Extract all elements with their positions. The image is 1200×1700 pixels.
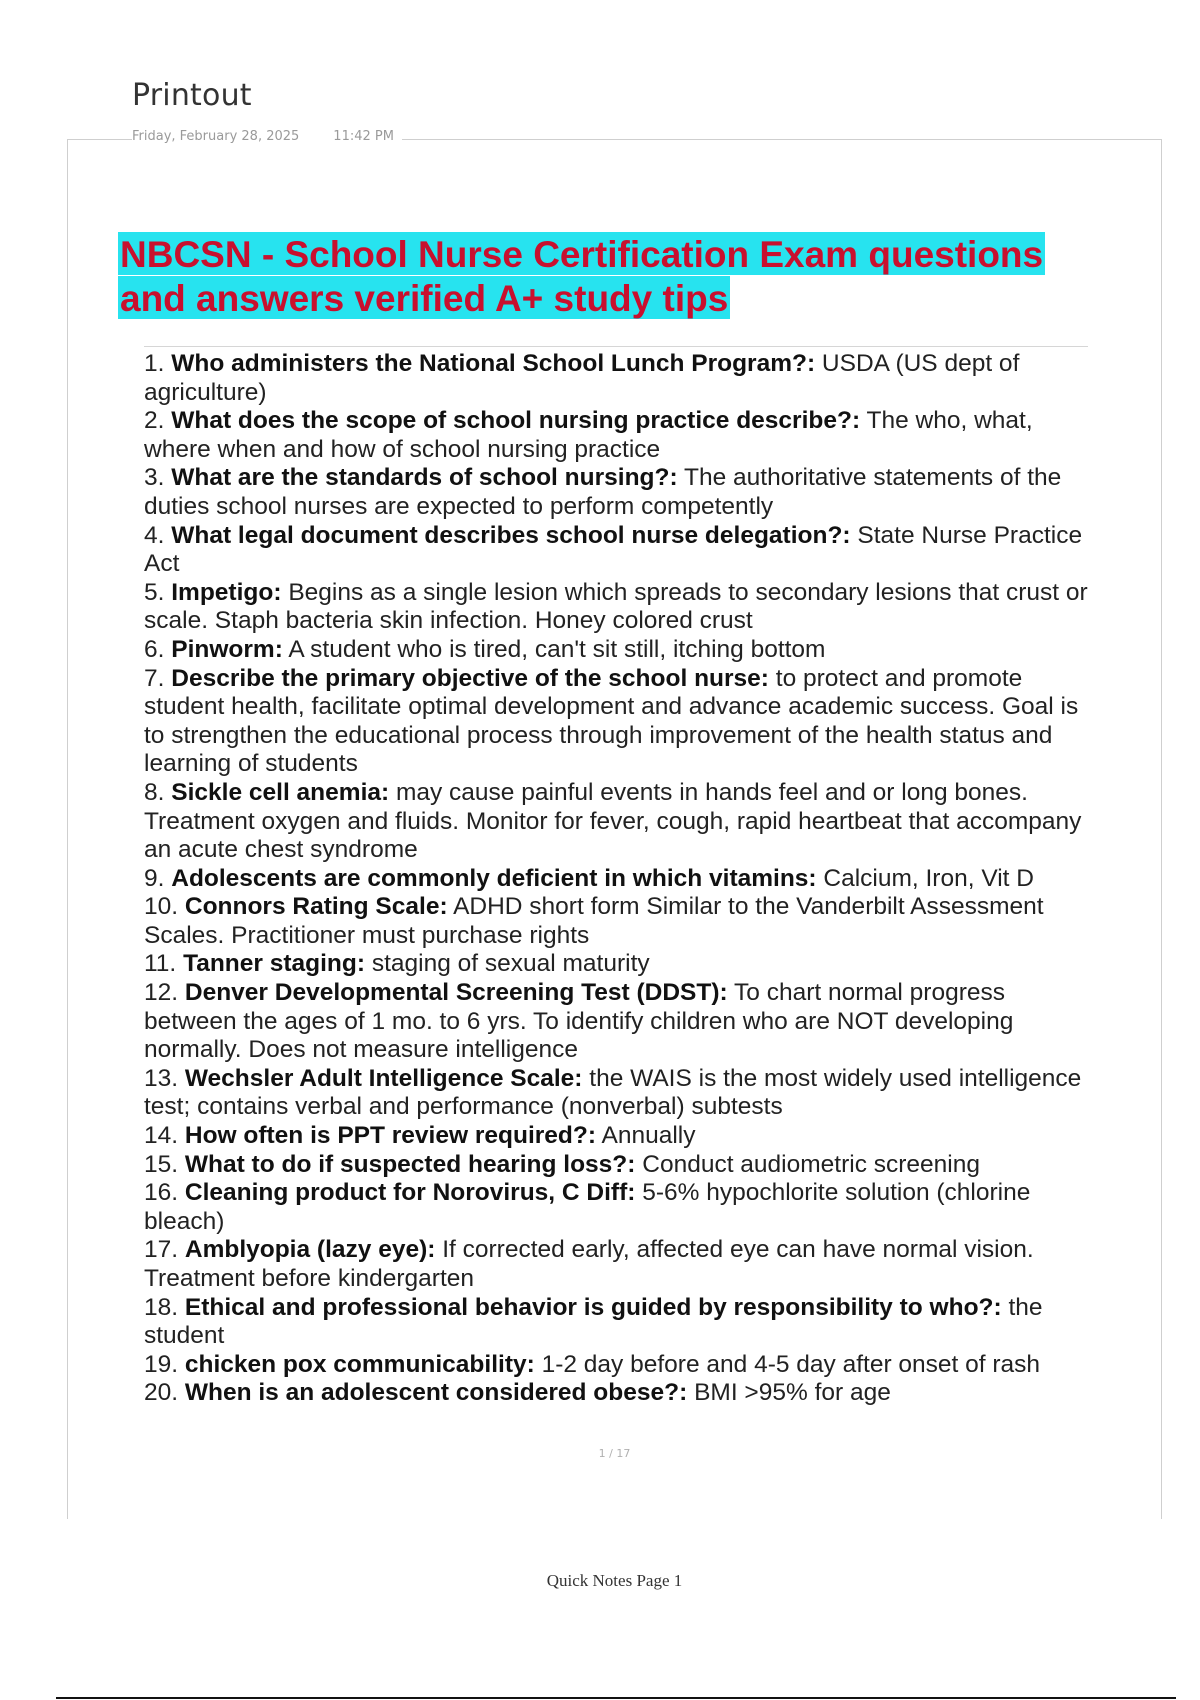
item-question: Pinworm: [171,635,283,663]
item-question: What legal document describes school nurse delegation?: [171,521,851,549]
item-answer: To chart normal progress between the ages of 1 mo. to 6 yrs. To identify children who are NOT developing normally. Does not measure intelligence [144,979,1014,1064]
item-answer: may cause painful events in hands feel and or long bones. Treatment oxygen and fluids. Monitor for fever, cough, rapid heartbeat that accompany an acute chest syndrome [144,778,1082,864]
item-answer: Conduct audiometric screening [642,1150,980,1178]
item-question: Who administers the National School Lunch Program?: [171,350,816,377]
item-answer: BMI >95% for age [694,1379,891,1407]
list-item [144,779,1092,865]
item-number: 4. [144,521,165,549]
document-title [118,233,1098,321]
item-question: Denver Developmental Screening Test (DDST): [184,979,728,1007]
item-question: What are the standards of school nursing?: [171,464,678,492]
header-date: Friday, February 28, 2025 [132,129,300,144]
item-answer: to protect and promote student health, facilitate optimal development and advance academic success. Goal is to strengthen the educational process through improvement of the health status and learning of students [144,664,1079,778]
list-item [144,1379,1092,1408]
item-number: 7. [144,664,165,692]
item-number: 17. [144,1236,179,1264]
question-list [144,350,1092,1408]
item-number: 5. [144,578,165,606]
item-question: Sickle cell anemia: [171,778,390,806]
item-question: Tanner staging: [183,950,366,978]
item-question: Wechsler Adult Intelligence Scale: [184,1064,583,1092]
item-number: 15. [144,1150,179,1178]
item-answer: staging of sexual maturity [371,950,650,978]
item-question: When is an adolescent considered obese?: [184,1379,688,1407]
header-time: 11:42 PM [333,129,394,144]
list-item [144,407,1092,464]
item-answer: A student who is tired, can't sit still, itching bottom [288,635,826,663]
item-answer: Calcium, Iron, Vit D [823,864,1034,892]
list-item [144,1294,1092,1351]
item-number: 11. [144,950,177,978]
item-number: 20. [144,1379,179,1407]
item-question: chicken pox communicability: [184,1350,535,1378]
item-answer: If corrected early, affected eye can have normal vision. Treatment before kindergarten [144,1236,1034,1292]
item-number: 19. [144,1350,179,1378]
item-question: How often is PPT review required?: [184,1122,597,1150]
list-item [144,665,1092,779]
item-answer: USDA (US dept of agriculture) [144,350,1020,406]
item-question: Cleaning product for Norovirus, C Diff: [184,1179,636,1207]
item-question: Ethical and professional behavior is guided by responsibility to who?: [184,1293,1002,1321]
list-item [144,350,1092,407]
list-item [144,1122,1092,1151]
item-number: 12. [144,979,179,1007]
item-number: 6. [144,635,165,663]
list-item [144,979,1092,1065]
item-answer: The who, what, where when and how of school nursing practice [144,407,1033,463]
item-number: 13. [144,1064,179,1092]
item-answer: 5-6% hypochlorite solution (chlorine bleach) [144,1179,1031,1235]
item-question: Connors Rating Scale: [184,893,448,921]
item-answer: ADHD short form Similar to the Vanderbilt Assessment Scales. Practitioner must purchase rights [144,893,1044,949]
item-answer: 1-2 day before and 4-5 day after onset of rash [541,1350,1041,1378]
list-item [144,1179,1092,1236]
item-answer: State Nurse Practice Act [144,521,1083,578]
bottom-divider [56,1697,1176,1699]
item-question: Adolescents are commonly deficient in which vitamins: [171,864,817,892]
item-answer: the WAIS is the most widely used intelligence test; contains verbal and performance (nonverbal) subtests [144,1064,1082,1121]
page-header-title: Printout [132,78,252,113]
list-item [144,865,1092,894]
footer-page-label: Quick Notes Page 1 [546,1571,683,1590]
item-number: 8. [144,778,165,806]
item-question: What does the scope of school nursing practice describe?: [171,407,861,435]
title-divider [144,346,1088,347]
item-answer: The authoritative statements of the duties school nurses are expected to perform competently [144,464,1062,520]
item-number: 14. [144,1122,179,1150]
item-number: 9. [144,864,165,892]
item-number: 16. [144,1179,179,1207]
list-item [144,464,1092,521]
list-item [144,1351,1092,1380]
item-answer: the student [144,1293,1043,1350]
list-item [144,522,1092,579]
document-title-highlight: NBCSN - School Nurse Certification Exam questions and answers verified A+ study tips [120,234,1044,319]
item-number: 3. [144,464,165,492]
item-answer: Begins as a single lesion which spreads to secondary lesions that crust or scale. Staph bacteria skin infection. Honey colored crust [144,578,1088,635]
item-question: What to do if suspected hearing loss?: [184,1150,636,1178]
list-item [144,1151,1092,1180]
item-number: 1. [144,350,165,377]
page-header-timestamp [132,129,402,144]
list-item [144,893,1092,950]
item-question: Describe the primary objective of the school nurse: [171,664,769,692]
list-item [144,636,1092,665]
list-item [144,579,1092,636]
item-number: 10. [144,893,179,921]
item-number: 2. [144,407,165,435]
page-counter: 1 / 17 [598,1447,631,1460]
list-item [144,1236,1092,1293]
item-question: Amblyopia (lazy eye): [184,1236,436,1264]
list-item [144,950,1092,979]
item-number: 18. [144,1293,179,1321]
item-answer: Annually [601,1122,696,1150]
list-item [144,1065,1092,1122]
item-question: Impetigo: [171,578,282,606]
